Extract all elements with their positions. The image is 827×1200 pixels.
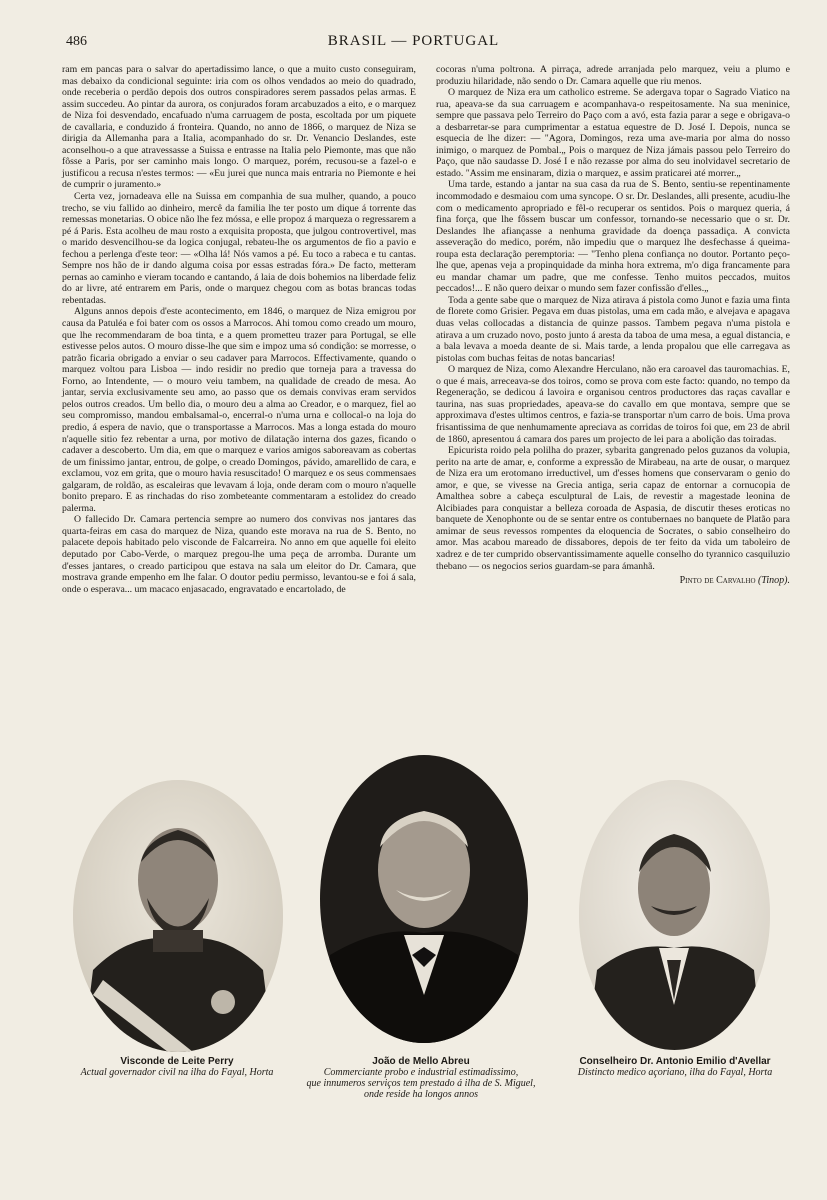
portrait-joao-de-mello-abreu xyxy=(320,755,528,1043)
running-head: BRASIL — PORTUGAL xyxy=(327,33,500,49)
paragraph: Certa vez, jornadeava elle na Suissa em companhia de sua mulher, quando, a pouco trecho, se viu fallido ao dinheiro, mercê da familia lhe ter posto um dique á torrente das remessas monetarias. O obice não lhe fez móssa, e elle propoz á marqueza o regressarem a pé á Paris. Esta acolheu de mau rosto a exquisita proposta, que julgou controvertivel, mas o marido desvencilhou-se da logica conjugal, rebateu-lhe os argumentos de fio a pavio e fechou a perlenga d'este teor: — «Olha lá! Nós vamos a pé. Eu toco a rabeca e tu cantas. Sempre nos hão de ir dando alguma coisa por essas estradas fóra.» De facto, metteram pernas ao caminho e vieram tocando e cantando, á laia de dois bohemios na liberdade feliz do ar livre, até entrarem em Paris, onde o marquez chegou com as botas brancas todas rebentadas. xyxy=(62,191,416,306)
caption-name: João de Mello Abreu xyxy=(372,1056,470,1067)
paragraph: Uma tarde, estando a jantar na sua casa da rua de S. Bento, sentiu-se repentinamente incommodado e desmaiou com uma syncope. O sr. Dr. Deslandes, alli presente, acudiu-lhe com o medicamento apropriado e fêl-o recuperar os sentidos. Pois o marquez queria, á fina força, que lhe fôssem buscar um confessor, tornando-se necessario que o sr. Dr. Deslandes lhe afiançasse a nenhuma gravidade da doença passadiça. A convicta asseveração do medico, porém, não impediu que o marquez lhe desfechasse á queima-roupa esta declaração peremptoria: — "Tenho plena confiança no doutor. Portanto peço-lhe que, apenas veja a propinquidade da minha hora extrema, m'o diga francamente para eu mandar chamar um padre, que me confesse. Tenho muitos peccados, muitos peccados!... E não quero deixar o mundo sem fazer confissão d'elles.„ xyxy=(436,179,790,295)
paragraph: Toda a gente sabe que o marquez de Niza atirava á pistola como Junot e fazia uma finta de florete como Grisier. Pegava em duas pistolas, uma em cada mão, e alvejava e apagava duas velas collocadas a distancia de quinze passos. Tambem pegava n'uma pistola e atirava a um cruzado novo, posto junto á aresta da taboa de uma mesa, a egual distancia, e a bala levava a moeda deante de si. Mais tarde, a lenda propalou que elle carregava as pistolas com buchas feitas de notas bancarias! xyxy=(436,294,790,364)
portrait-visconde-de-leite-perry xyxy=(73,780,283,1052)
portrait-photo xyxy=(579,780,770,1050)
paragraph: cocoras n'uma poltrona. A pirraça, adrede arranjada pelo marquez, veiu a plumo e produziu hilaridade, não sendo o Dr. Camara aquelle que riu menos. xyxy=(436,64,790,87)
caption-description: Actual governador civil na ilha do Fayal, Horta xyxy=(80,1067,274,1078)
portrait-antonio-emilio-davellar xyxy=(579,780,770,1050)
caption-description-line: que innumeros serviços tem prestado á ilha de S. Miguel, xyxy=(306,1078,536,1089)
paragraph: O marquez de Niza, como Alexandre Herculano, não era caroavel das tauromachias. E, o que é mais, arreceava-se dos toiros, como se prova com este facto: quando, no tempo da Regeneração, se dedicou á lavoira e organisou centros productores das raças cavallar e taurina, nas suas propriedades, apeava-se do cavallo em que montava, sempre que se approximava d'estes ultimos centros, e fazia-se transportar n'um carro de bois. Uma prova frisantissima de que nenhumamente apreciava as corridas de toiros foi que, em 23 de abril de 1860, apresentou á camara dos pares um projecto de lei para a abolição das toiradas. xyxy=(436,364,790,445)
author-alias: (Tinop). xyxy=(758,575,790,587)
page-number: 486 xyxy=(66,34,87,49)
caption-joao-de-mello-abreu xyxy=(292,1056,550,1100)
paragraph: O marquez de Niza era um catholico estreme. Se adergava topar o Sagrado Viatico na rua, apeava-se da sua carruagem e acompanhava-o respeitosamente. Na sua meninice, sempre que passava pelo Terreiro do Paço com a avó, esta fazia parar a sege e obrigava-o a desbarretar-se para cumprimentar a estatua equestre de D. José I. Depois, nunca se esquecia de lhe dizer: — "Agora, Domingos, reza uma ave-maria por alma do nosso inimigo, o marquez de Pombal.„ Pois o marquez de Niza jámais passou pelo Terreiro do Paço, que não saudasse D. José I e não rezasse por alma do seu inolvidavel secretario de estado. "Assim me ensinaram, dizia o marquez, e assim praticarei até morrer.„ xyxy=(436,87,790,179)
author-signature xyxy=(436,575,790,587)
caption-name: Conselheiro Dr. Antonio Emilio d'Avellar xyxy=(579,1056,771,1067)
caption-name: Visconde de Leite Perry xyxy=(120,1056,234,1067)
right-column xyxy=(436,64,790,595)
paragraph: Epicurista roido pela polilha do prazer, sybarita gangrenado pelos guzanos da volupia, perito na arte de amar, e, conforme a expressão de Mirabeau, na arte de ousar, o marquez de Niza era um erotomano irreductivel, um d'esses homens que conservaram o genio do amor, e que, se vivesse na Grecia antiga, seria capaz de entornar a cornucopia de Amalthea sobre a cabeça esculptural de Lais, de revestir a magestade leonina de Alcibiades para conquistar a belleza coroada de Aspasia, de discutir theses eroticas no banquete de Xenophonte ou de se sentar entre os contubernaes no banquete de Platão para amimar de seus revessos rompentes da eloquencia de Socrates, o sabio conselheiro do amor. Mas acabou mareado de dissabores, depois de ter feito da vida um taboleiro de xadrez e de ter cumprido observantissimamente aquelle conselho do tyrannico casquiluzio thebano — os negocios serios guardam-se para ámanhã. xyxy=(436,445,790,572)
caption-description: Distincto medico açoriano, ilha do Fayal, Horta xyxy=(577,1067,773,1078)
paragraph: ram em pancas para o salvar do apertadissimo lance, o que a muito custo conseguiram, mas debaixo da condicional seguinte: iria com os olhos vendados ao meio do quadrado, onde receberia o perdão depois dos outros conspiradores serem passados pelas armas. E assim succedeu. Ao pintar da aurora, os conjurados foram arcabuzados a eito, e o marquez de Niza foi desvendado, encafuado n'uma carruagem de posta, escoltada por um piquete de cavallaria, e conduzido á fronteira. Quando, no anno de 1866, o marquez de Niza se dirigia da Allemanha para a Italia, acompanhado do sr. Dr. Venancio Deslandes, este aconselhou-o a que atravessasse a Suissa e entrasse na Italia pelo Piemonte, mas que não fôsse a Paris, por ser caminho mais longo. O marquez, porém, recusou-se a fazel-o e justificou a recusa n'estes termos: — «Eu jurei que nunca mais entraria no Piemonte e hei de cumprir o juramento.» xyxy=(62,64,416,191)
left-column xyxy=(62,64,416,595)
portrait-photo xyxy=(73,780,283,1052)
paragraph: O fallecido Dr. Camara pertencia sempre ao numero dos convivas nos jantares das quarta-feiras em casa do marquez de Niza, quando este morava na rua de S. Bento, no palacete depois habitado pelo visconde de Falcarreira. No anno em que aquelle foi eleito deputado por Cabo-Verde, o marquez pregou-lhe uma peça de arromba. Durante um d'esses jantares, o creado participou que estava na sala um eleitor do Dr. Camara, que mostrava grande empenho em lhe falar. O doutor pediu permisso, levantou-se e foi á sala, onde o esperava... um macaco enjasacado, engravatado e encartolado, de xyxy=(62,514,416,595)
paragraph: Alguns annos depois d'este acontecimento, em 1846, o marquez de Niza emigrou por causa da Patuléa e foi bater com os ossos a Marrocos. Ahi tomou como creado um mouro, que lhe recommendaram de boa tinta, e a quem prometteu trazer para Portugal, se elle estivesse pelos autos. O mouro disse-lhe que sim e impoz uma só condição: se morresse, o patrão ficaria obrigado a enviar o seu cadaver para Marrocos. Effectivamente, quando o marquez voltou para Lisboa — indo residir no predio que torneja para a travessa do Forno, ao Intendente, — o mouro veiu tambem, na qualidade de creado de mesa. Ao jantar, servia exclusivamente seu amo, ao passo que os demais convivas eram servidos pelos outros creados. Um bello dia, o mouro deu a alma ao Creador, e o marquez, fiel ao seu compromisso, mandou embalsamal-o, encerral-o n'uma urna e collocal-o na loja do predio, á espera de navio, que o transportasse a Marrocos. Mas a longa estada do mouro n'aquelle sitio fez rebentar a urna, por motivo de dilatação interna dos gazes, ficando o cadaver a descoberto. Um dia, em que o marquez e varios amigos saboreavam as cobertas de um finissimo jantar, entrou, de golpe, o creado Domingos, pávido, amarellido de cara, e exclamou, voz em grita, que o mouro havia resuscitado! O marquez e os seus commensaes galgaram, de roldão, as escaleiras que levavam á loja, onde deram com o mouro n'aquelle bonito preparo. E as rinchadas do riso zombeteante commentaram a estolidez do creado palerma. xyxy=(62,306,416,514)
portrait-photo xyxy=(320,755,528,1043)
caption-antonio-emilio-davellar xyxy=(560,1056,790,1078)
caption-visconde-de-leite-perry xyxy=(52,1056,302,1078)
article-body xyxy=(62,64,790,595)
caption-description-line: onde reside ha longos annos xyxy=(363,1089,479,1100)
caption-description-line: Commerciante probo e industrial estimadissimo, xyxy=(323,1067,519,1078)
author-name: Pinto de Carvalho xyxy=(679,575,756,587)
